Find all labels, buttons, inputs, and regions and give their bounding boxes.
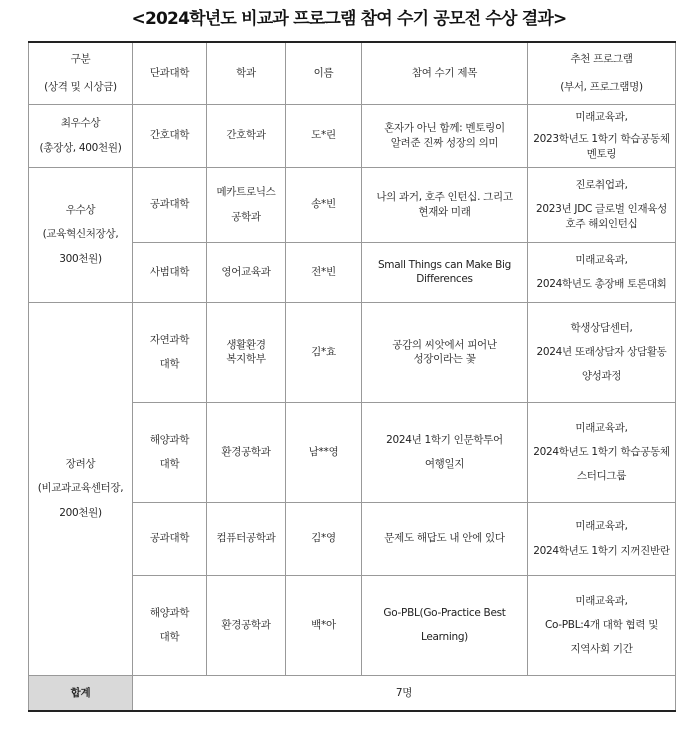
header-category: 구분 (상격 및 시상금) [29,42,133,104]
table-row [29,302,676,402]
college-cell: 해양과학 대학 [133,575,207,675]
program-cell: 미래교육과, 2024학년도 총장배 토론대회 [528,242,676,302]
department-cell: 환경공학과 [207,575,286,675]
program-cell: 학생상담센터, 2024년 또래상담자 상담활동 양성과정 [528,302,676,402]
department-cell: 메카트로닉스 공학과 [207,167,286,242]
college-cell: 간호대학 [133,104,207,167]
award-grand: 최우수상 (총장상, 400천원) [29,104,133,167]
essay-cell: 공감의 씨앗에서 피어난 성장이라는 꽃 [362,302,528,402]
page-title: <2024학년도 비교과 프로그램 참여 수기 공모전 수상 결과> [131,9,567,29]
name-cell: 송*빈 [286,167,362,242]
essay-cell: 혼자가 아닌 함께: 멘토링이 알려준 진짜 성장의 의미 [362,104,528,167]
header-department: 학과 [207,42,286,104]
total-label: 합계 [29,675,133,711]
college-cell: 공과대학 [133,167,207,242]
table-row [29,104,676,167]
program-cell: 진로취업과, 2023년 JDC 글로벌 인재육성 호주 해외인턴십 [528,167,676,242]
college-cell: 해양과학 대학 [133,402,207,502]
table-row [29,167,676,242]
essay-cell: Small Things can Make Big Differences [362,242,528,302]
name-cell: 도*린 [286,104,362,167]
name-cell: 김*효 [286,302,362,402]
department-cell: 간호학과 [207,104,286,167]
program-cell: 미래교육과, Co-PBL:4개 대학 협력 및 지역사회 기간 [528,575,676,675]
total-row [29,675,676,711]
program-cell: 미래교육과, 2023학년도 1학기 학습공동체 멘토링 [528,104,676,167]
essay-cell: 2024년 1학기 인문학투어 여행일지 [362,402,528,502]
department-cell: 환경공학과 [207,402,286,502]
college-cell: 공과대학 [133,502,207,575]
name-cell: 김*영 [286,502,362,575]
header-college: 단과대학 [133,42,207,104]
essay-cell: 문제도 해답도 내 안에 있다 [362,502,528,575]
header-program: 추천 프로그램 (부서, 프로그램명) [528,42,676,104]
department-cell: 컴퓨터공학과 [207,502,286,575]
essay-cell: Go-PBL(Go-Practice Best Learning) [362,575,528,675]
program-cell: 미래교육과, 2024학년도 1학기 학습공동체 스터디그룹 [528,402,676,502]
college-cell: 자연과학 대학 [133,302,207,402]
department-cell: 영어교육과 [207,242,286,302]
total-value: 7명 [133,675,676,711]
header-name: 이름 [286,42,362,104]
name-cell: 남**영 [286,402,362,502]
program-cell: 미래교육과, 2024학년도 1학기 지꺼진반란 [528,502,676,575]
name-cell: 백*아 [286,575,362,675]
awards-table [28,41,676,712]
college-cell: 사범대학 [133,242,207,302]
department-cell: 생활환경 복지학부 [207,302,286,402]
award-encouragement: 장려상 (비교과교육센터장, 200천원) [29,302,133,675]
table-header-row [29,42,676,104]
name-cell: 전*빈 [286,242,362,302]
award-excellence: 우수상 (교육혁신처장상, 300천원) [29,167,133,302]
header-essay-title: 참여 수기 제목 [362,42,528,104]
essay-cell: 나의 과거, 호주 인턴십. 그리고 현재와 미래 [362,167,528,242]
